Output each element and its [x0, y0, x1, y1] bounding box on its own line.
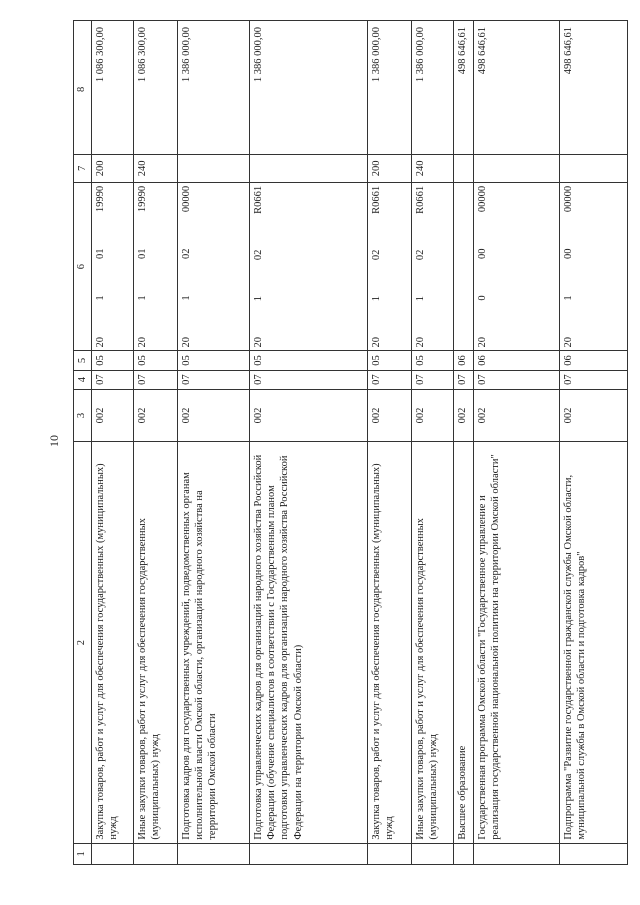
- table-row: [454, 21, 474, 865]
- csr-part: 20: [181, 336, 193, 348]
- row-vr: [560, 154, 628, 182]
- row-sum: 1 386 000,00: [412, 21, 454, 155]
- csr-part: 00: [563, 248, 575, 260]
- row-vr: 240: [412, 154, 454, 182]
- row-number-cell: [178, 843, 250, 864]
- csr-part: 01: [95, 248, 107, 260]
- table-row: [368, 21, 412, 865]
- csr-part: 1: [371, 295, 383, 302]
- csr-part: 1: [95, 295, 107, 301]
- csr-part: 1: [137, 295, 149, 301]
- table-row: [134, 21, 178, 865]
- row-vr: 200: [368, 154, 412, 182]
- csr-part: 01: [137, 248, 149, 260]
- row-code: 002: [474, 389, 560, 442]
- row-code: 002: [412, 389, 454, 442]
- row-sum: 1 086 300,00: [134, 21, 178, 155]
- row-code: 002: [250, 389, 368, 442]
- row-rz: 07: [454, 370, 474, 389]
- row-pr: 05: [92, 351, 134, 370]
- header-col-1: 1: [74, 843, 92, 864]
- budget-table: [73, 20, 628, 865]
- row-sum: 1 386 000,00: [250, 21, 368, 155]
- row-number-cell: [134, 843, 178, 864]
- row-rz: 07: [368, 370, 412, 389]
- table-row: [474, 21, 560, 865]
- row-csr: [412, 182, 454, 351]
- row-rz: 07: [250, 370, 368, 389]
- row-code: 002: [178, 389, 250, 442]
- row-csr: [454, 182, 474, 351]
- header-col-7: 7: [74, 154, 92, 182]
- csr-part: 19990: [137, 185, 149, 213]
- row-pr: 06: [474, 351, 560, 370]
- row-name: Иные закупки товаров, работ и услуг для обеспечения государственных (муниципальных) нужд: [134, 442, 178, 843]
- row-number-cell: [368, 843, 412, 864]
- row-pr: 05: [178, 351, 250, 370]
- row-number-cell: [412, 843, 454, 864]
- csr-part: 20: [137, 336, 149, 348]
- row-code: 002: [560, 389, 628, 442]
- row-name: Закупка товаров, работ и услуг для обеспечения государственных (муниципальных) нужд: [92, 442, 134, 843]
- csr-part: R0661: [371, 185, 383, 214]
- row-sum: 1 386 000,00: [178, 21, 250, 155]
- csr-part: 00000: [563, 185, 575, 213]
- csr-part: 20: [371, 336, 383, 348]
- table-row: [92, 21, 134, 865]
- row-sum: 498 646,61: [454, 21, 474, 155]
- header-col-6: 6: [74, 182, 92, 351]
- csr-part: 00: [477, 248, 489, 260]
- csr-part: 0: [477, 295, 489, 301]
- row-pr: 05: [368, 351, 412, 370]
- header-row: [74, 21, 92, 865]
- csr-part: 02: [371, 249, 383, 261]
- csr-part: 20: [477, 336, 489, 348]
- row-name: Государственная программа Омской области "Государственное управление и реализация государственной национальной политики на территории Омской области": [474, 442, 560, 843]
- table-row: [178, 21, 250, 865]
- csr-part: 02: [415, 249, 427, 261]
- row-vr: [474, 154, 560, 182]
- row-rz: 07: [560, 370, 628, 389]
- row-vr: [454, 154, 474, 182]
- csr-part: 20: [253, 336, 265, 348]
- row-pr: 06: [560, 351, 628, 370]
- header-col-3: 3: [74, 389, 92, 442]
- csr-part: R0661: [415, 185, 427, 214]
- header-col-5: 5: [74, 351, 92, 370]
- csr-part: 20: [563, 336, 575, 348]
- row-csr: [250, 182, 368, 351]
- row-name: Иные закупки товаров, работ и услуг для обеспечения государственных (муниципальных) нужд: [412, 442, 454, 843]
- header-col-2: 2: [74, 442, 92, 843]
- row-name: Подготовка управленческих кадров для организаций народного хозяйства Российской Федерации (обучение специалистов в соответствии с Государственным планом подготовки управленческих кадров для организаций народного хозяйства Российской Федерации на территории Омской области): [250, 442, 368, 843]
- row-rz: 07: [412, 370, 454, 389]
- row-rz: 07: [178, 370, 250, 389]
- row-pr: 05: [134, 351, 178, 370]
- table-row: [412, 21, 454, 865]
- row-pr: 06: [454, 351, 474, 370]
- row-rz: 07: [92, 370, 134, 389]
- csr-part: 00000: [181, 185, 193, 213]
- row-number-cell: [92, 843, 134, 864]
- row-number-cell: [474, 843, 560, 864]
- row-rz: 07: [474, 370, 560, 389]
- row-pr: 05: [250, 351, 368, 370]
- row-sum: 1 386 000,00: [368, 21, 412, 155]
- row-vr: 240: [134, 154, 178, 182]
- header-col-8: 8: [74, 21, 92, 155]
- row-csr: [178, 182, 250, 351]
- row-code: 002: [368, 389, 412, 442]
- csr-part: 02: [181, 248, 193, 260]
- row-name: Высшее образование: [454, 442, 474, 843]
- row-code: 002: [92, 389, 134, 442]
- csr-part: 1: [253, 295, 265, 302]
- row-vr: [178, 154, 250, 182]
- row-csr: [368, 182, 412, 351]
- row-sum: 1 086 300,00: [92, 21, 134, 155]
- csr-part: 19990: [95, 185, 107, 213]
- row-number-cell: [454, 843, 474, 864]
- row-sum: 498 646,61: [560, 21, 628, 155]
- row-csr: [92, 182, 134, 351]
- csr-part: 00000: [477, 185, 489, 213]
- csr-part: 1: [563, 295, 575, 301]
- row-csr: [134, 182, 178, 351]
- table-row: [560, 21, 628, 865]
- row-rz: 07: [134, 370, 178, 389]
- csr-part: 20: [95, 336, 107, 348]
- row-vr: 200: [92, 154, 134, 182]
- rotated-page: [73, 20, 603, 865]
- row-csr: [474, 182, 560, 351]
- row-name: Подготовка кадров для государственных учреждений, подведомственных органам исполнительной власти Омской области, организаций народного хозяйства на территории Омской области: [178, 442, 250, 843]
- row-number-cell: [250, 843, 368, 864]
- row-code: 002: [134, 389, 178, 442]
- csr-part: 02: [253, 249, 265, 261]
- row-vr: [250, 154, 368, 182]
- row-pr: 05: [412, 351, 454, 370]
- csr-part: 20: [415, 336, 427, 348]
- row-csr: [560, 182, 628, 351]
- row-number-cell: [560, 843, 628, 864]
- row-code: 002: [454, 389, 474, 442]
- page-number: 10: [47, 435, 61, 447]
- row-name: Подпрограмма "Развитие государственной гражданской службы Омской области, муниципальной службы в Омской области и подготовка кадров": [560, 442, 628, 843]
- csr-part: R0661: [253, 185, 265, 214]
- csr-part: 1: [415, 295, 427, 302]
- csr-part: 1: [181, 295, 193, 301]
- row-sum: 498 646,61: [474, 21, 560, 155]
- table-row: [250, 21, 368, 865]
- row-name: Закупка товаров, работ и услуг для обеспечения государственных (муниципальных) нужд: [368, 442, 412, 843]
- header-col-4: 4: [74, 370, 92, 389]
